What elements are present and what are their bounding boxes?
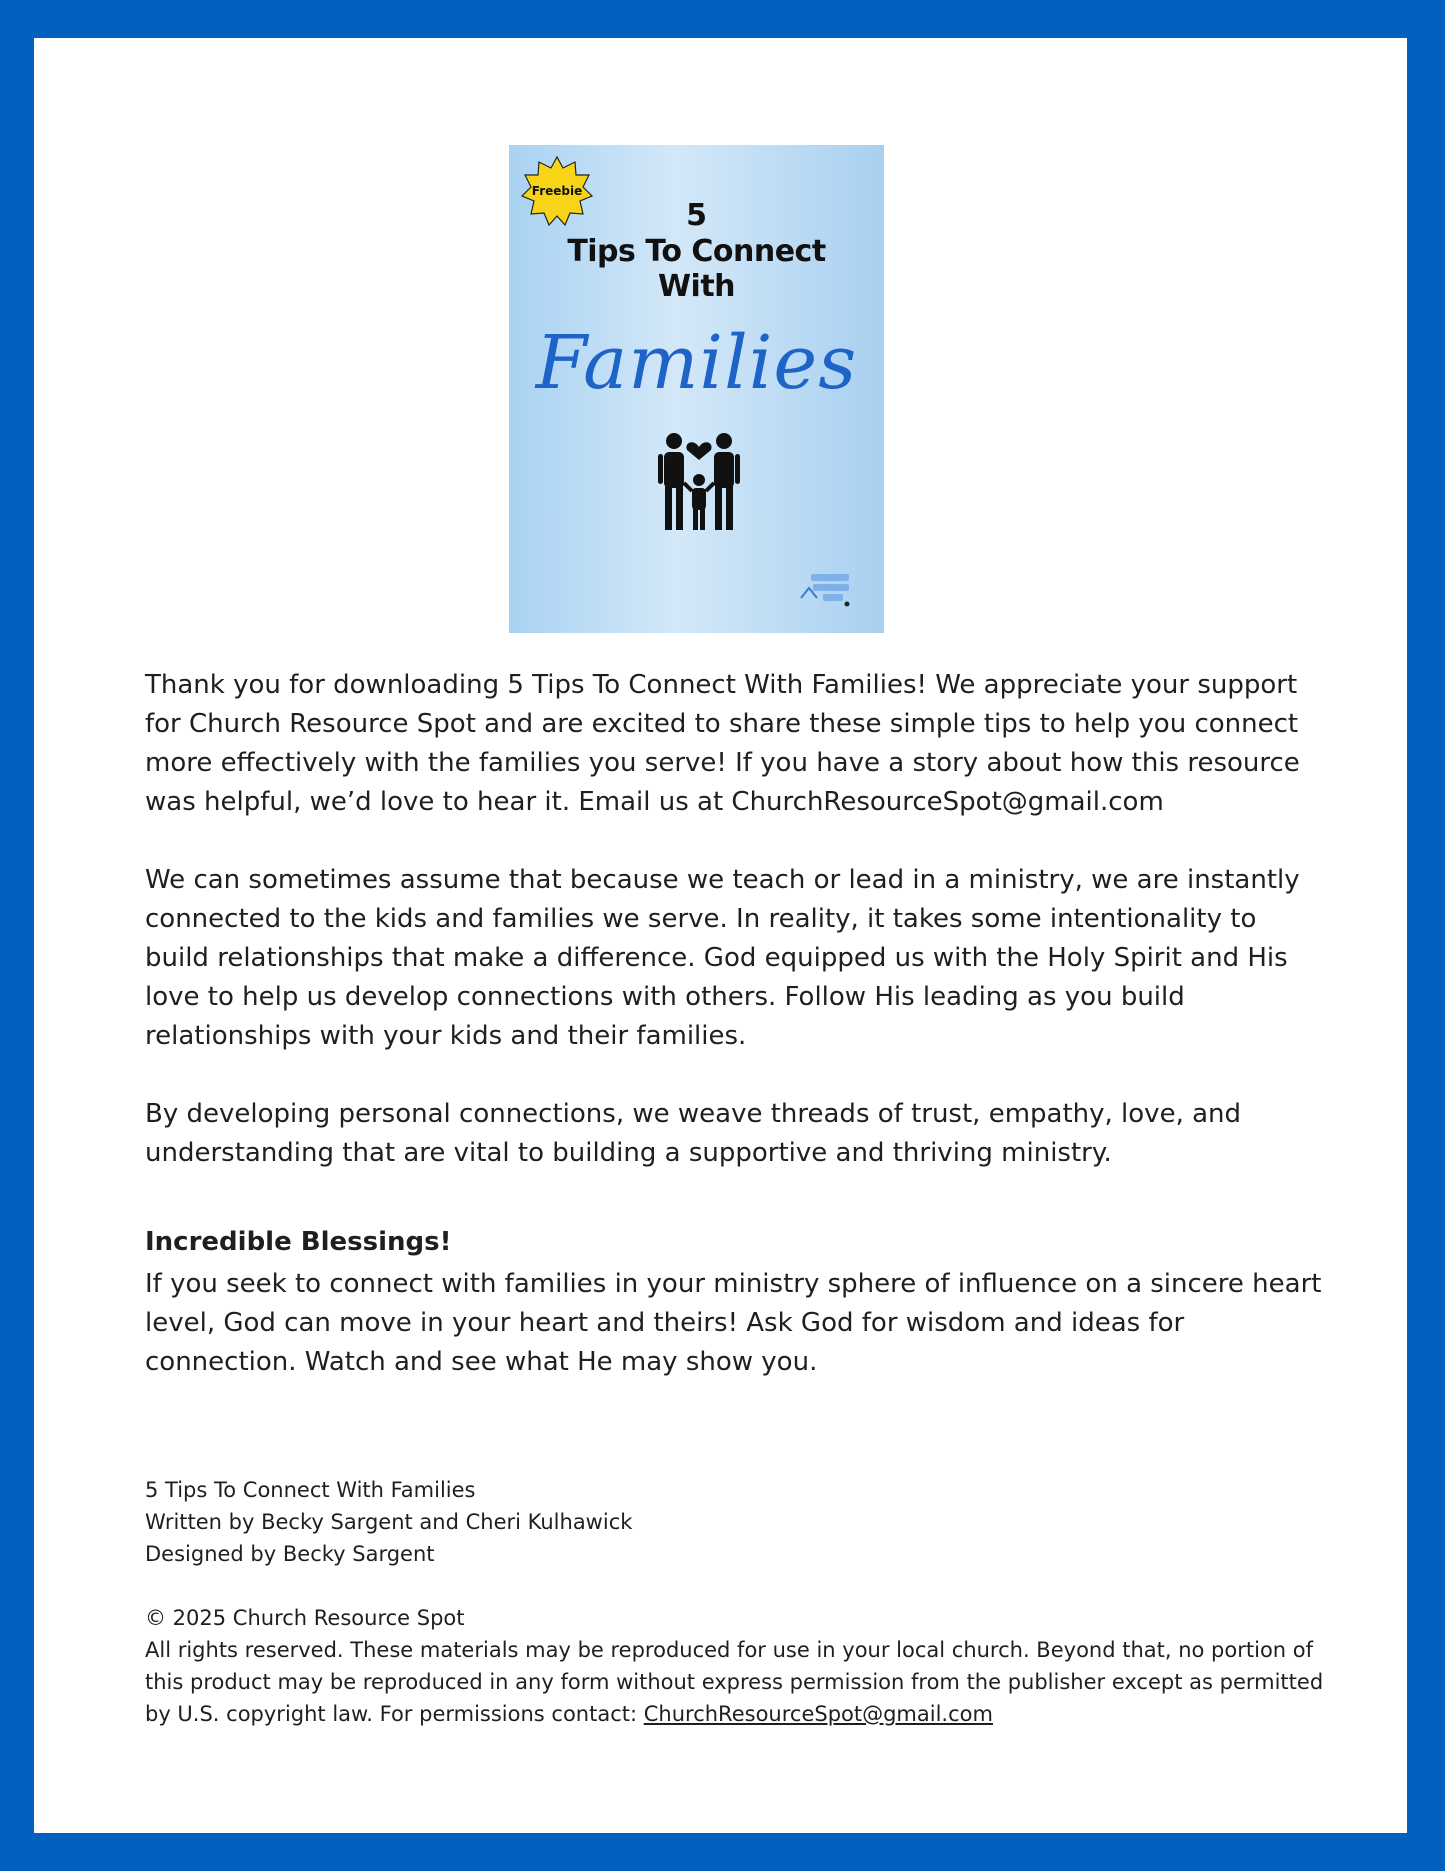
rights-notice (145, 1634, 1325, 1730)
family-icon (654, 433, 744, 533)
cover-script-word: Families (535, 320, 858, 406)
credits-designed-by: Designed by Becky Sargent (145, 1542, 435, 1566)
blessings-heading: Incredible Blessings! (145, 1227, 452, 1257)
legal-block (145, 1602, 1325, 1730)
copyright-line: © 2025 Church Resource Spot (145, 1606, 465, 1630)
badge-label: Freebie (531, 184, 583, 198)
credits-block (145, 1474, 632, 1570)
cover-number: 5 (686, 198, 707, 233)
credits-written-by: Written by Becky Sargent and Cheri Kulhawick (145, 1510, 633, 1534)
credits-title: 5 Tips To Connect With Families (145, 1478, 476, 1502)
intro-paragraph: Thank you for downloading 5 Tips To Connect With Families! We appreciate your support for Church Resource Spot and are excited to share these simple tips to help you connect more effectively with the families you serve! If you have a story about how this resource was helpful, we’d love to hear it. Email us at ChurchResourceSpot@gmail.com (145, 670, 1300, 817)
rights-notice-text: All rights reserved. These materials may be reproduced for use in your local church. Beyond that, no portion of this product may be reproduced in any form without express permission from the publisher except as permitted by U.S. copyright law. For permissions contact: (145, 1638, 1324, 1726)
assumption-paragraph: We can sometimes assume that because we teach or lead in a ministry, we are instantly connected to the kids and families we serve. In reality, it takes some intentionality to build relationships that make a difference. God equipped us with the Holy Spirit and His love to help us develop connections with others. Follow His leading as you build relationships with your kids and their families. (145, 865, 1300, 1051)
cover-image (509, 145, 884, 633)
connections-paragraph: By developing personal connections, we weave threads of trust, empathy, love, and understanding that are vital to building a supportive and thriving ministry. (145, 1099, 1242, 1168)
permissions-email-link[interactable]: ChurchResourceSpot@gmail.com (643, 1702, 993, 1726)
cover-title-line2: With (657, 269, 736, 304)
cover-title-line1: Tips To Connect (567, 234, 826, 269)
church-resource-spot-logo (799, 570, 854, 610)
document-page (34, 38, 1407, 1833)
blessings-paragraph: If you seek to connect with families in your ministry sphere of influence on a sincere heart level, God can move in your heart and theirs! Ask God for wisdom and ideas for connection. Watch and see what He may show you. (145, 1269, 1322, 1377)
